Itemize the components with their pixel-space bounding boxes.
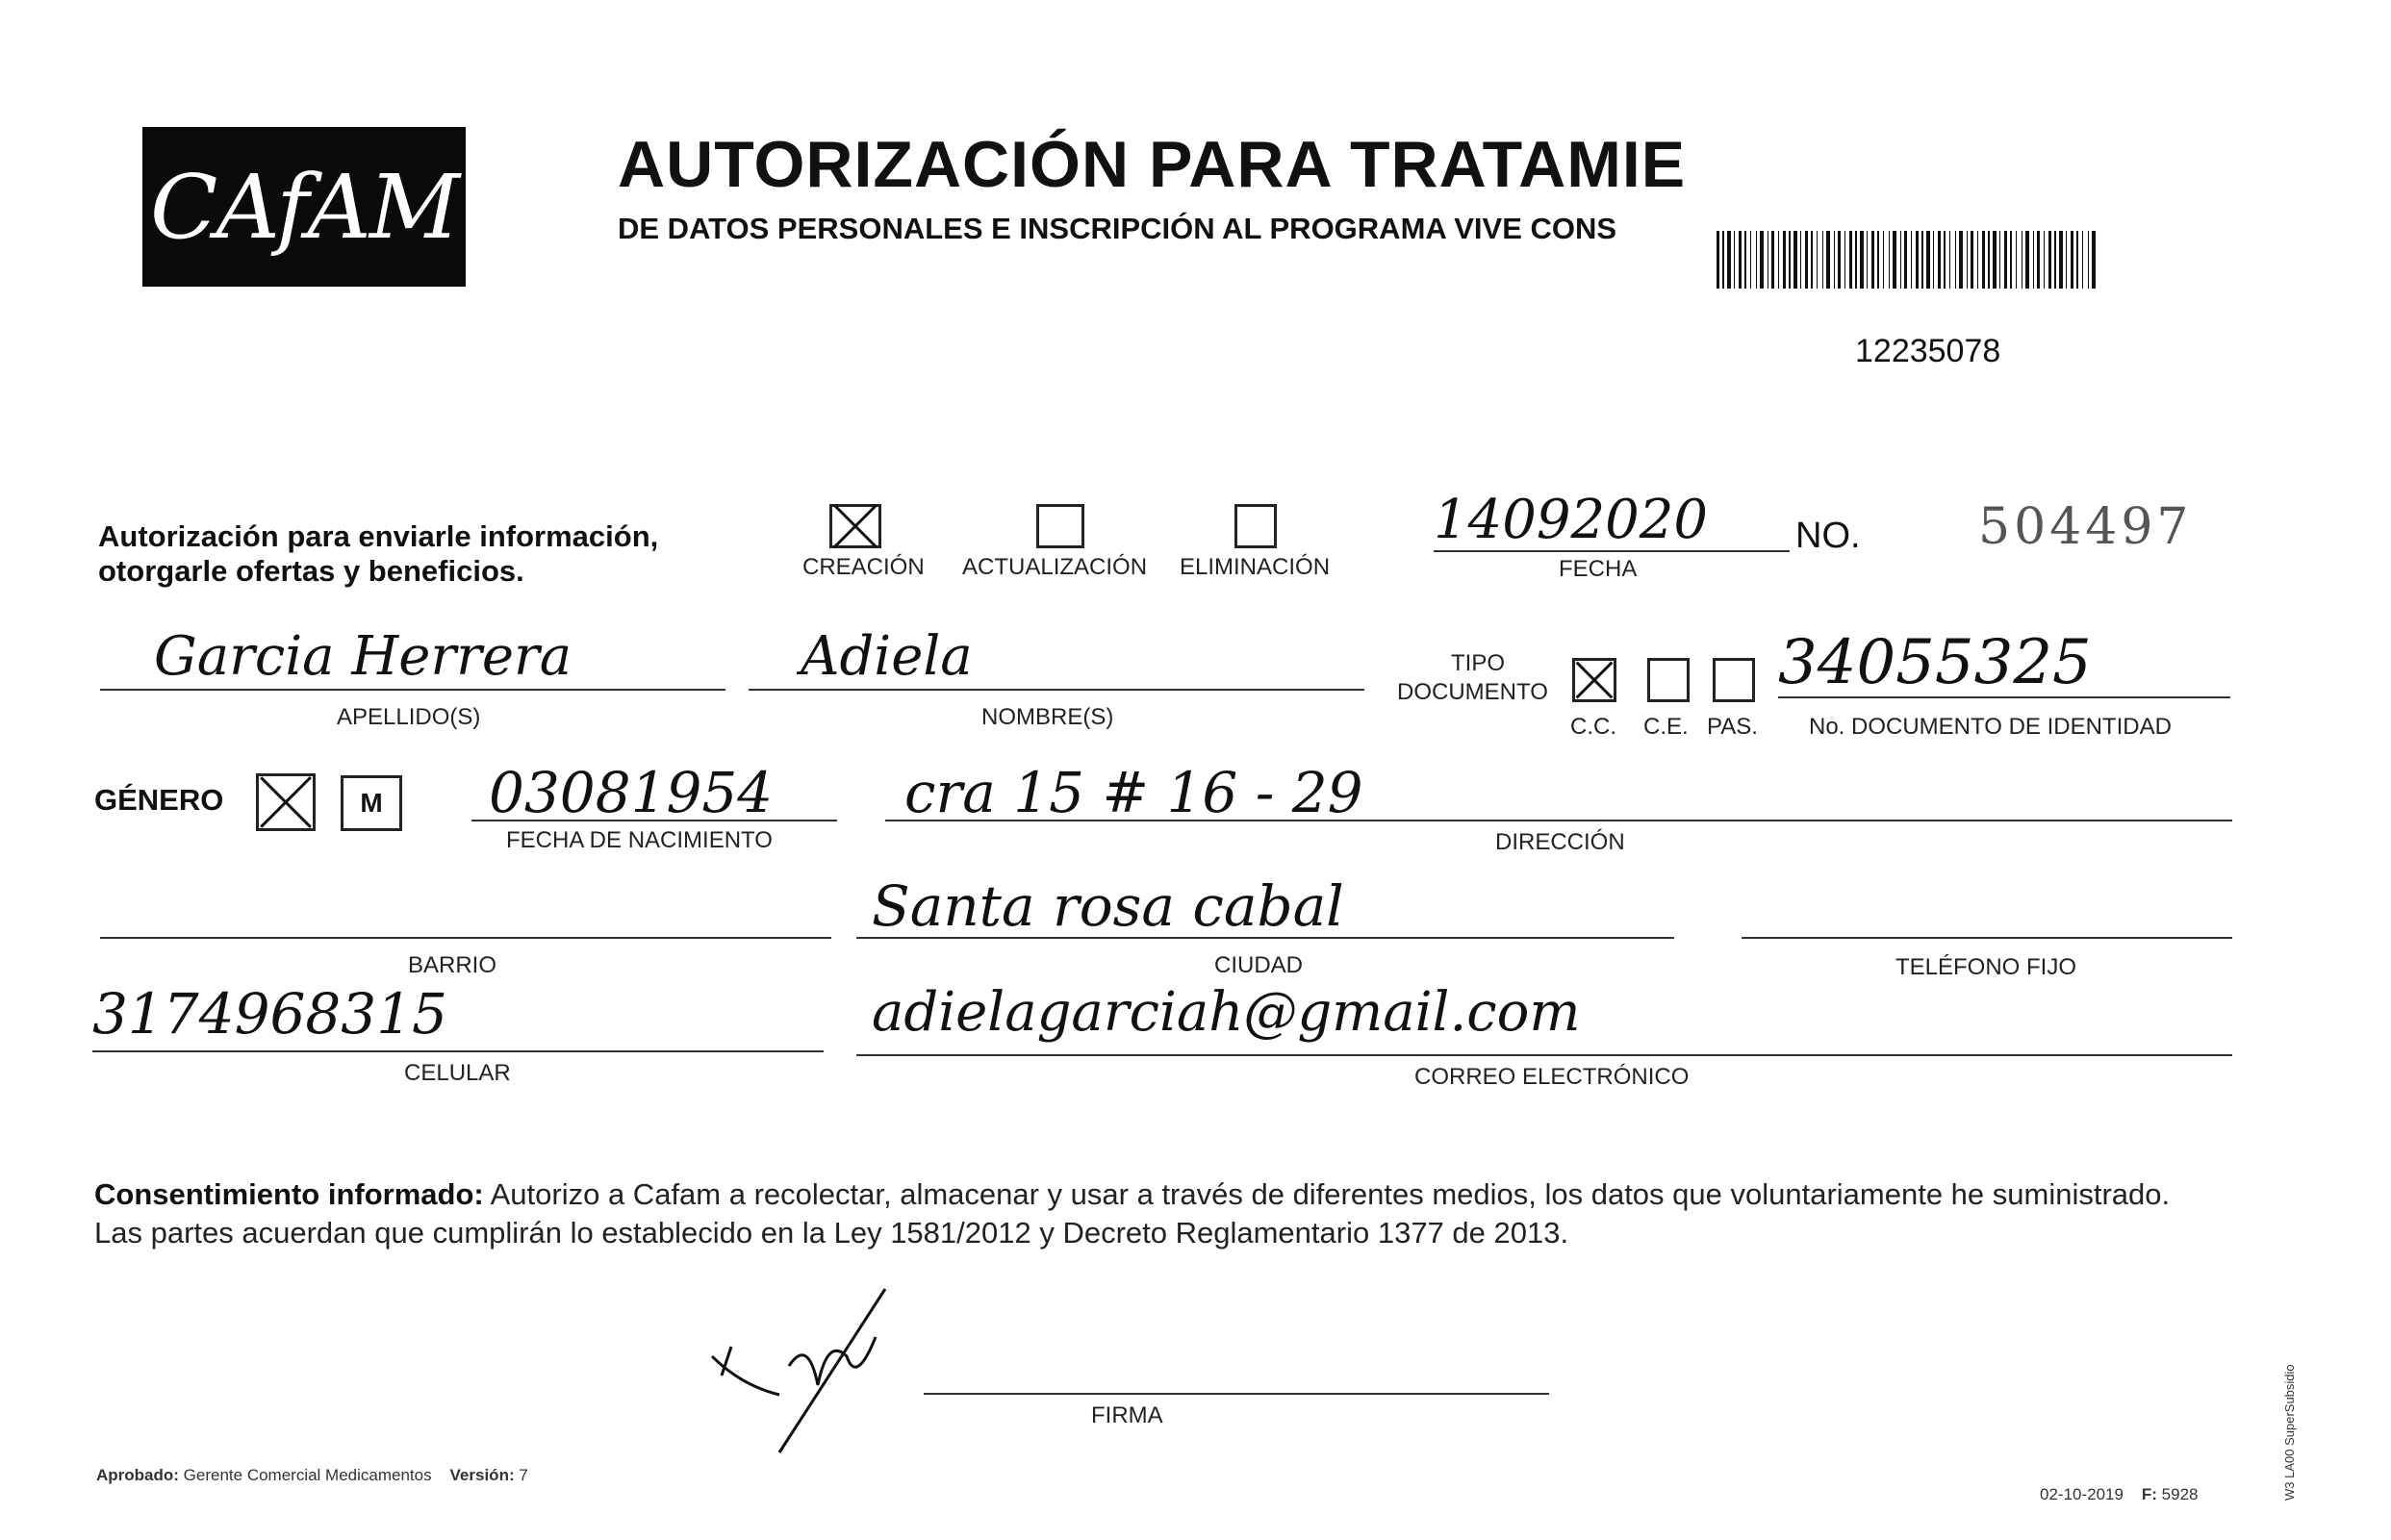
pas-checkbox[interactable] bbox=[1713, 658, 1755, 702]
nombre-value[interactable]: Adiela bbox=[801, 625, 973, 688]
cc-checkbox[interactable] bbox=[1572, 658, 1616, 702]
form-title: AUTORIZACIÓN PARA TRATAMIE bbox=[618, 128, 1687, 201]
consent-paragraph bbox=[94, 1175, 2226, 1252]
barrio-label: BARRIO bbox=[408, 952, 497, 978]
ciudad-value[interactable]: Santa rosa cabal bbox=[872, 873, 1344, 939]
celular-label: CELULAR bbox=[404, 1060, 511, 1086]
aprobado-value: Gerente Comercial Medicamentos bbox=[183, 1466, 432, 1484]
vertical-footer-text: W3 LA00 SuperSubsidio bbox=[2282, 1364, 2297, 1501]
genero-label: GÉNERO bbox=[94, 783, 224, 817]
birth-label: FECHA DE NACIMIENTO bbox=[506, 827, 773, 853]
nombre-line bbox=[749, 689, 1364, 691]
birth-value[interactable]: 03081954 bbox=[489, 760, 774, 825]
doc-label: No. DOCUMENTO DE IDENTIDAD bbox=[1809, 714, 2172, 740]
ciudad-line bbox=[856, 937, 1674, 939]
eliminacion-label: ELIMINACIÓN bbox=[1180, 554, 1331, 580]
signature-graphic bbox=[702, 1279, 991, 1472]
genero-m-checkbox[interactable] bbox=[341, 775, 402, 831]
no-value: 504497 bbox=[1978, 498, 2193, 556]
correo-value[interactable]: adielagarciah@gmail.com bbox=[872, 981, 1581, 1044]
genero-m-label: M bbox=[360, 788, 383, 818]
aprobado-label: Aprobado: bbox=[96, 1466, 179, 1484]
authorization-label-line1: Autorización para enviarle información, bbox=[98, 519, 659, 553]
apellido-value[interactable]: Garcia Herrera bbox=[154, 625, 572, 688]
barrio-line bbox=[100, 937, 831, 939]
ce-checkbox[interactable] bbox=[1647, 658, 1690, 702]
pas-label: PAS. bbox=[1707, 714, 1758, 740]
creacion-checkbox[interactable] bbox=[829, 504, 881, 548]
firma-line bbox=[924, 1393, 1549, 1395]
footer-approval bbox=[96, 1466, 528, 1485]
footer-date: 02-10-2019 bbox=[2040, 1485, 2124, 1503]
authorization-label-line2: otorgarle ofertas y beneficios. bbox=[98, 554, 524, 588]
direccion-value[interactable]: cra 15 # 16 - 29 bbox=[904, 760, 1363, 825]
telefono-line bbox=[1742, 937, 2232, 939]
actualizacion-label: ACTUALIZACIÓN bbox=[962, 554, 1148, 580]
consent-text: Autorizo a Cafam a recolectar, almacenar y usar a través de diferentes medios, los datos que voluntariamente he suministrado. Las partes acuerdan que cumplirán lo establecido en la Ley 1581/2012 y Decreto Reglamentario 1377 de 2013. bbox=[94, 1177, 2171, 1250]
creacion-label: CREACIÓN bbox=[802, 554, 925, 580]
correo-label: CORREO ELECTRÓNICO bbox=[1414, 1064, 1690, 1090]
consent-heading: Consentimiento informado: bbox=[94, 1177, 484, 1211]
doc-value[interactable]: 34055325 bbox=[1778, 627, 2092, 698]
version-value: 7 bbox=[519, 1466, 528, 1484]
nombre-label: NOMBRE(S) bbox=[981, 704, 1114, 730]
no-label: NO. bbox=[1795, 516, 1861, 556]
cafam-logo: CAfAM bbox=[142, 127, 466, 287]
direccion-line bbox=[885, 820, 2232, 821]
barcode-number: 12235078 bbox=[1855, 333, 2001, 369]
celular-value[interactable]: 3174968315 bbox=[92, 981, 448, 1047]
fecha-line bbox=[1434, 550, 1790, 552]
doc-line bbox=[1778, 696, 2230, 698]
telefono-label: TELÉFONO FIJO bbox=[1895, 954, 2077, 980]
fecha-label: FECHA bbox=[1559, 556, 1638, 582]
barcode-graphic bbox=[1717, 231, 2101, 289]
apellido-label: APELLIDO(S) bbox=[337, 704, 481, 730]
genero-f-checkbox[interactable] bbox=[256, 773, 316, 831]
eliminacion-checkbox[interactable] bbox=[1234, 504, 1277, 548]
version-label: Versión: bbox=[449, 1466, 515, 1484]
tipo-label-2: DOCUMENTO bbox=[1397, 679, 1548, 705]
direccion-label: DIRECCIÓN bbox=[1495, 829, 1625, 855]
tipo-label-1: TIPO bbox=[1451, 650, 1506, 676]
authorization-label bbox=[98, 519, 658, 589]
fecha-value[interactable]: 14092020 bbox=[1434, 489, 1709, 551]
footer-form-code bbox=[2040, 1485, 2198, 1504]
f-value: 5928 bbox=[2161, 1485, 2199, 1503]
apellido-line bbox=[100, 689, 725, 691]
form-subtitle: DE DATOS PERSONALES E INSCRIPCIÓN AL PROGRAMA VIVE CONS bbox=[618, 212, 1617, 245]
actualizacion-checkbox[interactable] bbox=[1036, 504, 1084, 548]
cc-label: C.C. bbox=[1570, 714, 1616, 740]
correo-line bbox=[856, 1054, 2232, 1056]
birth-line bbox=[471, 820, 837, 821]
ce-label: C.E. bbox=[1643, 714, 1689, 740]
celular-line bbox=[92, 1050, 824, 1052]
firma-label: FIRMA bbox=[1091, 1402, 1163, 1428]
f-label: F: bbox=[2141, 1485, 2157, 1503]
ciudad-label: CIUDAD bbox=[1214, 952, 1304, 978]
